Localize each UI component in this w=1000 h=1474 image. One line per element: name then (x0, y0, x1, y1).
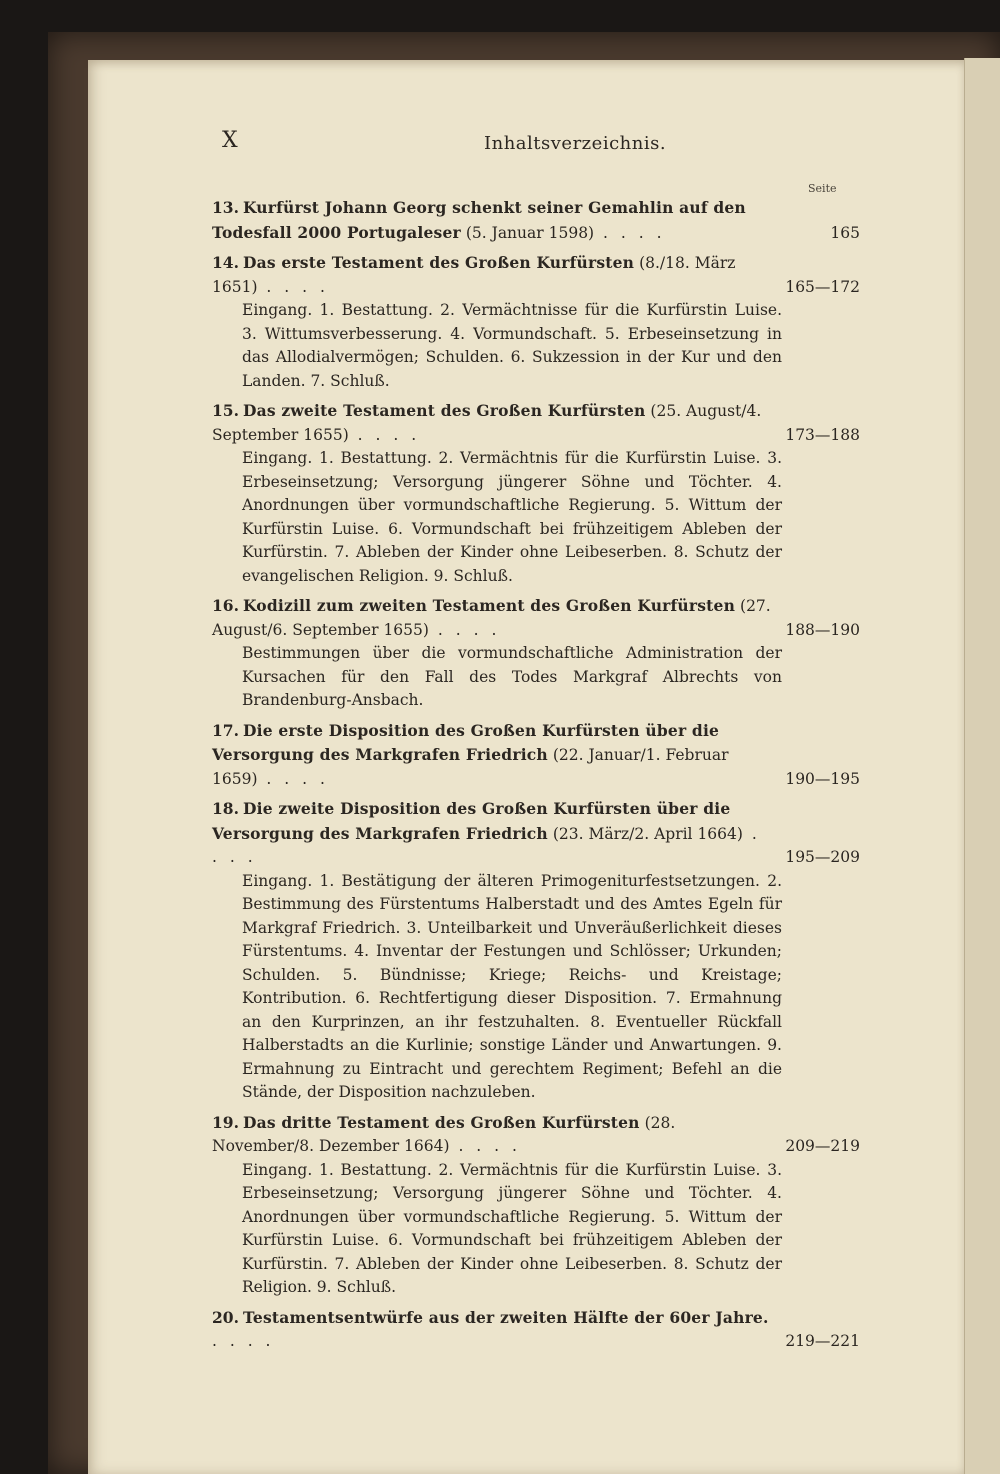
entry-date: (8./18. März 1651) (212, 254, 736, 296)
entry-contents: Eingang. 1. Bestattung. 2. Vermächtnisse für die Kurfürstin Luise. 3. Wittumsverbesserung. 4. Vormundschaft. 5. Erbeseinsetzung in das Allodialvermögen; Schulden. 6. Sukzession in der Kur und den Landen. 7. Schluß. (242, 301, 782, 390)
entry-heading: Das erste Testament des Großen Kurfürsten (242, 253, 635, 272)
entry-contents: Bestimmungen über die vormundschaftliche Administration der Kursachen für den Fall des Todes Markgraf Albrechts von Brandenburg-Ansbach. (242, 644, 782, 709)
toc-entry-title-line (212, 251, 860, 299)
toc-entry (212, 196, 860, 245)
toc-entry (212, 251, 860, 393)
entry-number: 20. (212, 1307, 239, 1327)
entry-number: 17. (212, 720, 239, 740)
entry-number: 18. (212, 799, 239, 818)
leader-dots: . . . . (212, 1332, 275, 1350)
toc-entry-title (212, 196, 784, 245)
entry-heading: Kodizill zum zweiten Testament des Großen Kurfürsten (242, 596, 736, 615)
entry-contents: Eingang. 1. Bestätigung der älteren Primogeniturfestsetzungen. 2. Bestimmung des Fürstentums Halberstadt und des Amtes Egeln für Markgraf Friedrich. 3. Unteilbarkeit und Unveräußerlichkeit dieses Fürstentums. 4. Inventar der Festungen und Schlösser; Urkunden; Schulden. 5. Bündnisse; Kriege; Reichs- und Kreistage; Kontribution. 6. Rechtfertigung dieser Disposition. 7. Ermahnung an den Kurprinzen, an ihr festzuhalten. 8. Eventueller Rückfall Halberstadts an die Kurlinie; sonstige Länder und Anwartungen. 9. Ermahnung zu Eintracht und gerechtem Regiment; Befehl an die Stände, der Disposition nachzuleben. (242, 871, 782, 1101)
column-header-seite: Seite (808, 182, 837, 195)
entry-heading: Testamentsentwürfe aus der zweiten Hälfte der 60er Jahre. (242, 1307, 769, 1327)
entry-pages: 219—221 (785, 1332, 860, 1350)
entry-date: (25. August/4. September 1655) (212, 402, 762, 444)
entry-number: 15. (212, 401, 239, 420)
page-number: X (222, 128, 238, 153)
toc-entry (212, 719, 860, 792)
entry-pages: 165 (830, 223, 860, 242)
toc-entry-title (212, 797, 784, 870)
entry-contents: Eingang. 1. Bestattung. 2. Vermächtnis für die Kurfürstin Luise. 3. Erbeseinsetzung; Versorgung jüngerer Söhne und Töchter. 4. Anordnungen über vormundschaftliche Regierung. 5. Wittum der Kurfürstin Luise. 6. Vormundschaft bei frühzeitigem Ableben der Kurfürstin. 7. Ableben der Kinder ohne Leibeserben. 8. Schutz der evangelischen Religion. 9. Schluß. (242, 449, 782, 585)
toc-entry-title (212, 251, 784, 299)
toc-entry-title (212, 594, 784, 642)
leader-dots: . . . . (257, 277, 329, 296)
toc-entry (212, 399, 860, 588)
toc-entry (212, 594, 860, 713)
leader-dots: . . . . (449, 1137, 521, 1155)
leader-dots: . . . . (348, 425, 421, 444)
toc-entry-title (212, 1111, 784, 1159)
entry-number: 16. (212, 596, 239, 615)
entry-date: (23. März/2. April 1664) (552, 824, 743, 843)
entry-date: (22. Januar/1. Februar 1659) (212, 746, 729, 788)
toc-entry-title (212, 1306, 784, 1354)
entry-pages: 165—172 (785, 277, 860, 296)
toc-entry-title (212, 399, 784, 447)
toc-entry-title-line (212, 1111, 860, 1159)
leader-dots: . . . . (594, 223, 666, 242)
entry-date: (5. Januar 1598) (465, 223, 595, 242)
entry-pages: 188—190 (785, 620, 860, 639)
entry-date: (27. August/6. September 1655) (212, 597, 771, 639)
toc-entry-title-line (212, 594, 860, 642)
table-of-contents (212, 196, 860, 1360)
entry-heading: Das zweite Testament des Großen Kurfürsten (242, 401, 646, 420)
leader-dots: . . . . (212, 824, 761, 866)
entry-heading: Die erste Disposition des Großen Kurfürsten über die Versorgung des Markgrafen Friedrich (212, 720, 720, 764)
leader-dots: . . . . (428, 620, 501, 639)
toc-entry (212, 797, 860, 1105)
toc-entry-title-line (212, 719, 860, 792)
toc-entry-title (212, 719, 784, 792)
toc-entry (212, 1111, 860, 1300)
toc-entry-title-line (212, 797, 860, 870)
toc-entry (212, 1306, 860, 1354)
entry-heading: Die zweite Disposition des Großen Kurfürsten über die Versorgung des Markgrafen Friedrich (212, 799, 731, 843)
running-head: Inhaltsverzeichnis. (484, 133, 667, 154)
entry-contents: Eingang. 1. Bestattung. 2. Vermächtnis für die Kurfürstin Luise. 3. Erbeseinsetzung; Versorgung jüngerer Söhne und Töchter. 4. Anordnungen über vormundschaftliche Regierung. 5. Wittum der Kurfürstin Luise. 6. Vormundschaft bei frühzeitigem Ableben der Kurfürstin. 7. Ableben der Kinder ohne Leibeserben. 8. Schutz der Religion. 9. Schluß. (242, 1160, 782, 1296)
entry-pages: 209—219 (785, 1137, 860, 1155)
page-edge (964, 58, 1000, 1474)
entry-number: 14. (212, 253, 239, 272)
entry-heading: Das dritte Testament des Großen Kurfürsten (242, 1112, 640, 1132)
entry-date: (28. November/8. Dezember 1664) (212, 1113, 676, 1155)
toc-entry-title-line (212, 399, 860, 447)
leader-dots: . . . . (257, 769, 329, 788)
entry-number: 19. (212, 1112, 239, 1132)
entry-pages: 190—195 (785, 769, 860, 788)
entry-pages: 173—188 (785, 425, 860, 444)
entry-pages: 195—209 (785, 848, 860, 866)
entry-heading: Kurfürst Johann Georg schenkt seiner Gemahlin auf den Todesfall 2000 Portugaleser (212, 198, 746, 242)
entry-number: 13. (212, 198, 239, 217)
toc-entry-title-line (212, 1306, 860, 1354)
toc-entry-title-line (212, 196, 860, 245)
